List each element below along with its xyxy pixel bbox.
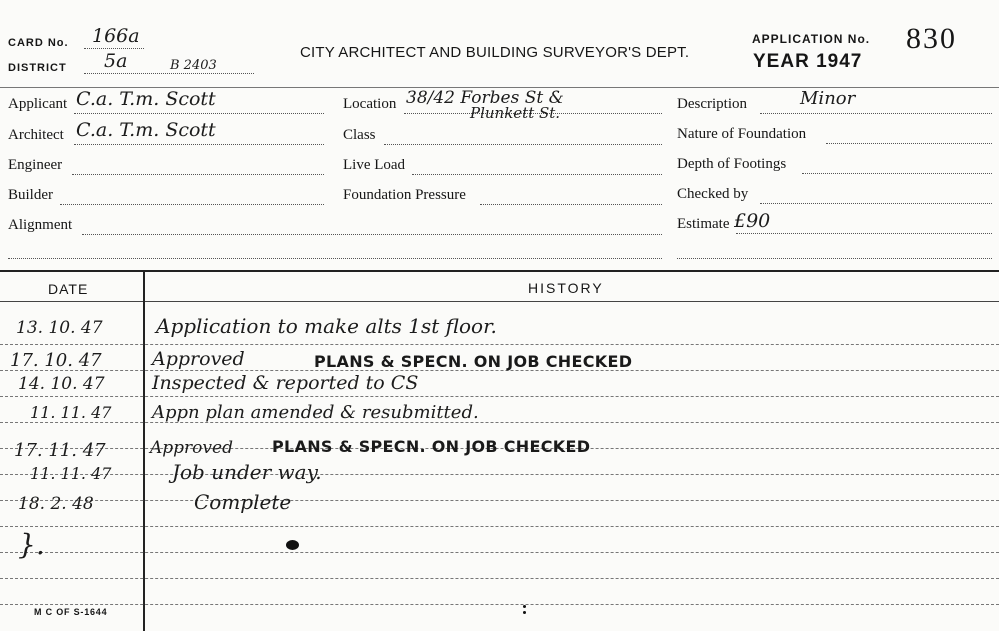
- application-no-label: APPLICATION No.: [752, 32, 871, 46]
- applicant-label: Applicant: [8, 96, 68, 112]
- estimate-value: £90: [734, 210, 771, 232]
- ink-blot: [286, 540, 299, 550]
- department-title: CITY ARCHITECT AND BUILDING SURVEYOR'S DEPT.: [300, 44, 690, 61]
- history-column-header: HISTORY: [528, 280, 604, 296]
- history-entry: Appn plan amended & resubmitted.: [152, 402, 479, 423]
- history-top-rule: [0, 270, 999, 272]
- architect-label: Architect: [8, 127, 64, 143]
- ink-dot: [523, 605, 526, 608]
- district-label: DISTRICT: [8, 62, 67, 74]
- stray-bracket-mark: }.: [18, 528, 45, 561]
- depth-of-footings-label: Depth of Footings: [677, 156, 787, 172]
- foundation-pressure-label: Foundation Pressure: [343, 187, 466, 203]
- history-entry: Approved: [152, 348, 245, 370]
- history-date: 18. 2. 48: [18, 494, 94, 514]
- class-label: Class: [343, 127, 376, 143]
- district-extra: B 2403: [170, 58, 217, 73]
- estimate-label: Estimate: [677, 216, 730, 232]
- district-value: 5a: [104, 50, 128, 72]
- description-label: Description: [677, 96, 747, 112]
- form-code: M C OF S-1644: [34, 607, 108, 617]
- checked-stamp: PLANS & SPECN. ON JOB CHECKED: [314, 352, 633, 371]
- description-value: Minor: [800, 88, 856, 109]
- date-column-header: DATE: [48, 281, 89, 297]
- application-no-value: 830: [906, 22, 957, 55]
- year-label: YEAR 1947: [753, 51, 863, 72]
- location-value-line2: Plunkett St.: [470, 104, 561, 122]
- applicant-value: C.a. T.m. Scott: [76, 88, 216, 110]
- history-date: 14. 10. 47: [18, 374, 105, 394]
- location-label: Location: [343, 96, 397, 112]
- card-no-value: 166a: [92, 25, 140, 47]
- history-entry: Complete: [194, 490, 292, 514]
- nature-of-foundation-label: Nature of Foundation: [677, 126, 807, 142]
- history-entry: Inspected & reported to CS: [152, 372, 419, 394]
- history-date: 11. 11. 47: [30, 403, 112, 422]
- live-load-label: Live Load: [343, 157, 406, 173]
- card-no-label: CARD No.: [8, 37, 69, 49]
- history-date: 17. 11. 47: [14, 440, 106, 461]
- history-date: 17. 10. 47: [10, 350, 102, 371]
- history-header-rule: [0, 301, 999, 302]
- location-value-line1: 38/42 Forbes St &: [406, 88, 564, 108]
- architect-value: C.a. T.m. Scott: [76, 119, 216, 141]
- history-date: 11. 11. 47: [30, 464, 112, 483]
- history-date: 13. 10. 47: [16, 318, 103, 338]
- ink-dot: [523, 611, 526, 614]
- engineer-label: Engineer: [8, 157, 63, 173]
- checked-stamp: PLANS & SPECN. ON JOB CHECKED: [272, 437, 591, 456]
- history-entry: Approved: [150, 438, 233, 458]
- history-entry: Job under way.: [172, 460, 322, 484]
- history-entry: Application to make alts 1st floor.: [156, 314, 497, 338]
- checked-by-label: Checked by: [677, 186, 749, 202]
- alignment-label: Alignment: [8, 217, 73, 233]
- builder-label: Builder: [8, 187, 53, 203]
